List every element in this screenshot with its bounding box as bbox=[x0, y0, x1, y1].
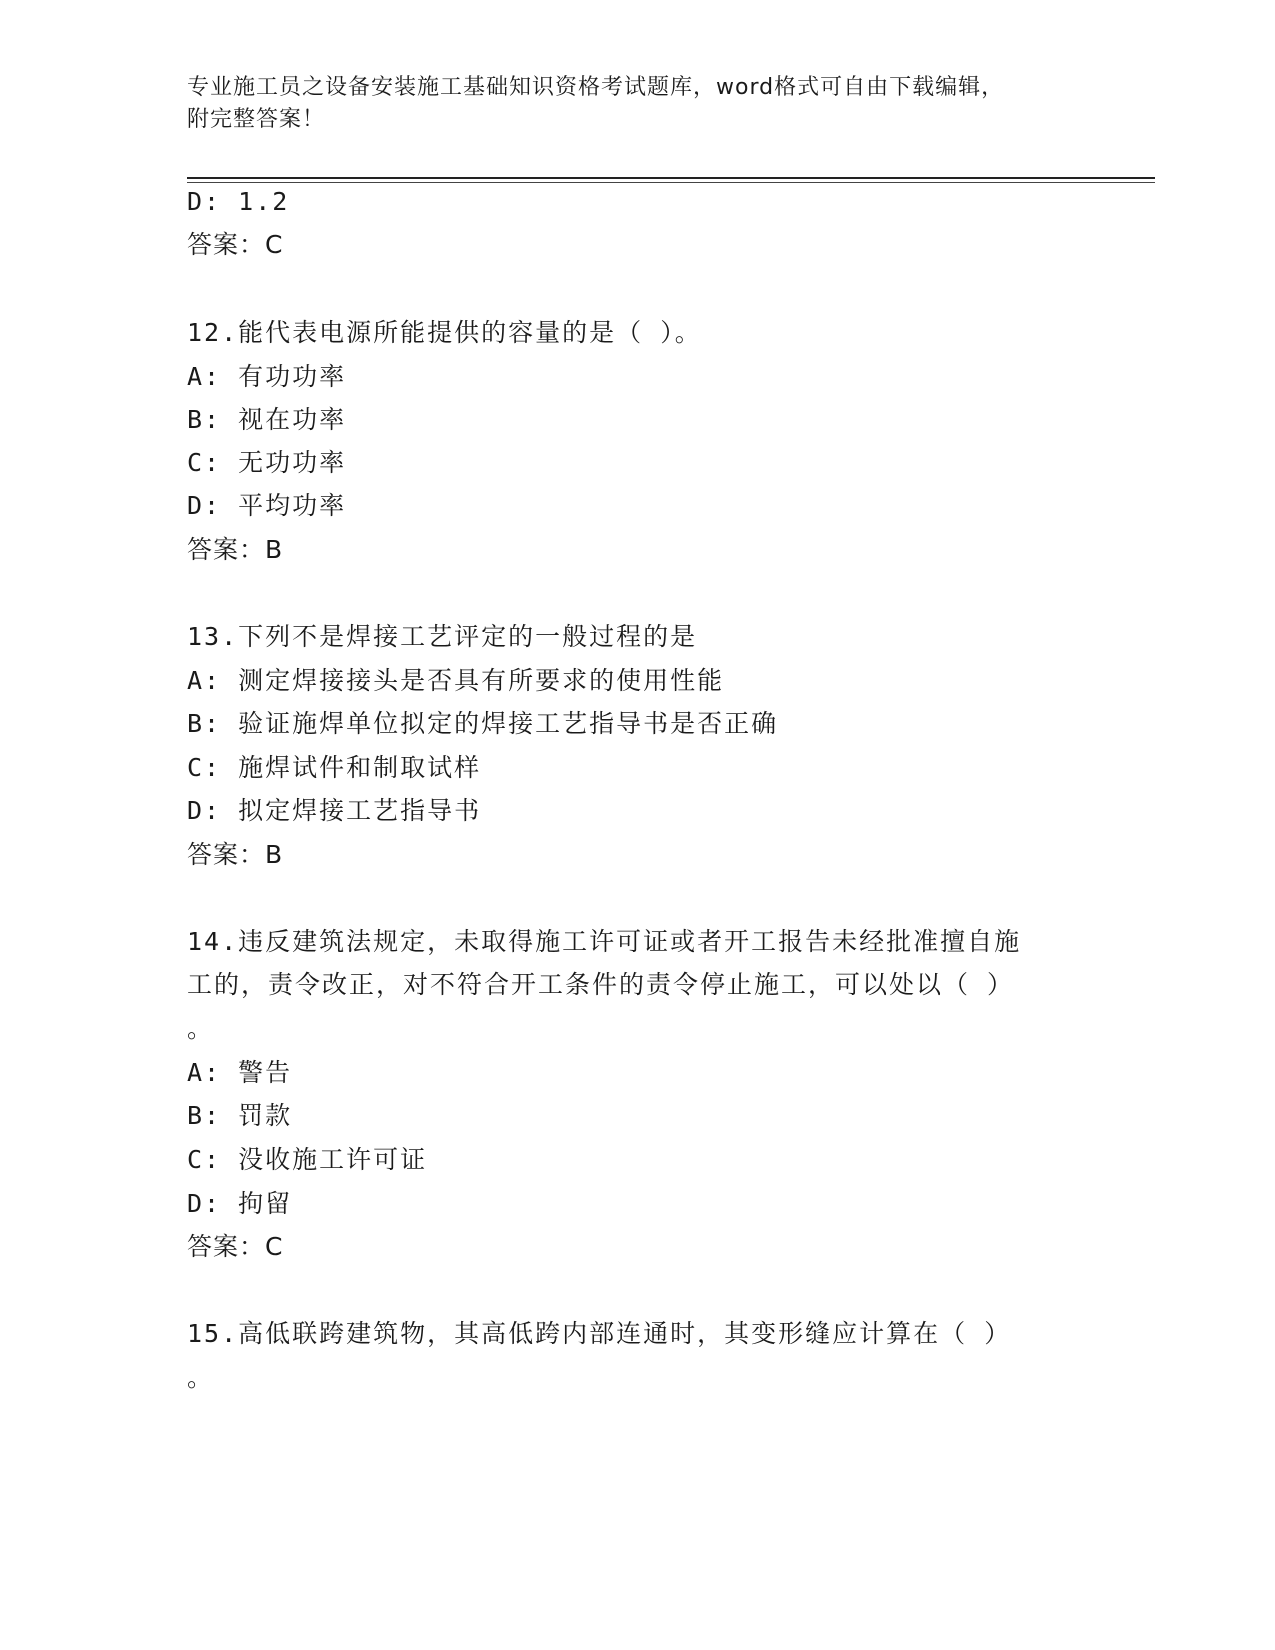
q13-option-d: D: 拟定焊接工艺指导书 bbox=[187, 796, 482, 825]
q12-answer: 答案：B bbox=[187, 535, 284, 564]
q13-option-c: C: 施焊试件和制取试样 bbox=[187, 753, 482, 782]
q15-question-line-1: 15.高低联跨建筑物，其高低跨内部连通时，其变形缝应计算在（ ） bbox=[187, 1319, 1012, 1348]
q14-option-b: B: 罚款 bbox=[187, 1101, 293, 1130]
q12-option-a: A: 有功功率 bbox=[187, 362, 347, 391]
q13-option-b: B: 验证施焊单位拟定的焊接工艺指导书是否正确 bbox=[187, 709, 779, 738]
q11-option-d: D: 1.2 bbox=[187, 187, 290, 216]
q14-question-line-3: 。 bbox=[187, 1014, 215, 1043]
q14-answer: 答案：C bbox=[187, 1232, 284, 1261]
q15-question-line-2: 。 bbox=[187, 1363, 215, 1392]
q12-option-d: D: 平均功率 bbox=[187, 491, 347, 520]
q14-question-line-1: 14.违反建筑法规定，未取得施工许可证或者开工报告未经批准擅自施 bbox=[187, 927, 1022, 956]
q14-option-a: A: 警告 bbox=[187, 1058, 293, 1087]
q14-question-line-2: 工的，责令改正，对不符合开工条件的责令停止施工，可以处以（ ） bbox=[187, 970, 1015, 999]
document-header bbox=[187, 72, 1087, 136]
q13-option-a: A: 测定焊接接头是否具有所要求的使用性能 bbox=[187, 666, 725, 695]
q12-option-b: B: 视在功率 bbox=[187, 405, 347, 434]
header-line-1: 专业施工员之设备安装施工基础知识资格考试题库，word格式可自由下载编辑， bbox=[187, 75, 1005, 100]
q13-answer: 答案：B bbox=[187, 840, 284, 869]
header-divider-thin bbox=[187, 182, 1155, 183]
header-line-2: 附完整答案！ bbox=[187, 107, 326, 132]
q12-question: 12.能代表电源所能提供的容量的是（ ）。 bbox=[187, 318, 702, 347]
header-divider-thick bbox=[187, 177, 1155, 179]
q11-answer: 答案：C bbox=[187, 230, 284, 259]
q12-option-c: C: 无功功率 bbox=[187, 448, 347, 477]
q14-option-d: D: 拘留 bbox=[187, 1189, 293, 1218]
q14-option-c: C: 没收施工许可证 bbox=[187, 1145, 428, 1174]
q13-question: 13.下列不是焊接工艺评定的一般过程的是 bbox=[187, 622, 698, 651]
